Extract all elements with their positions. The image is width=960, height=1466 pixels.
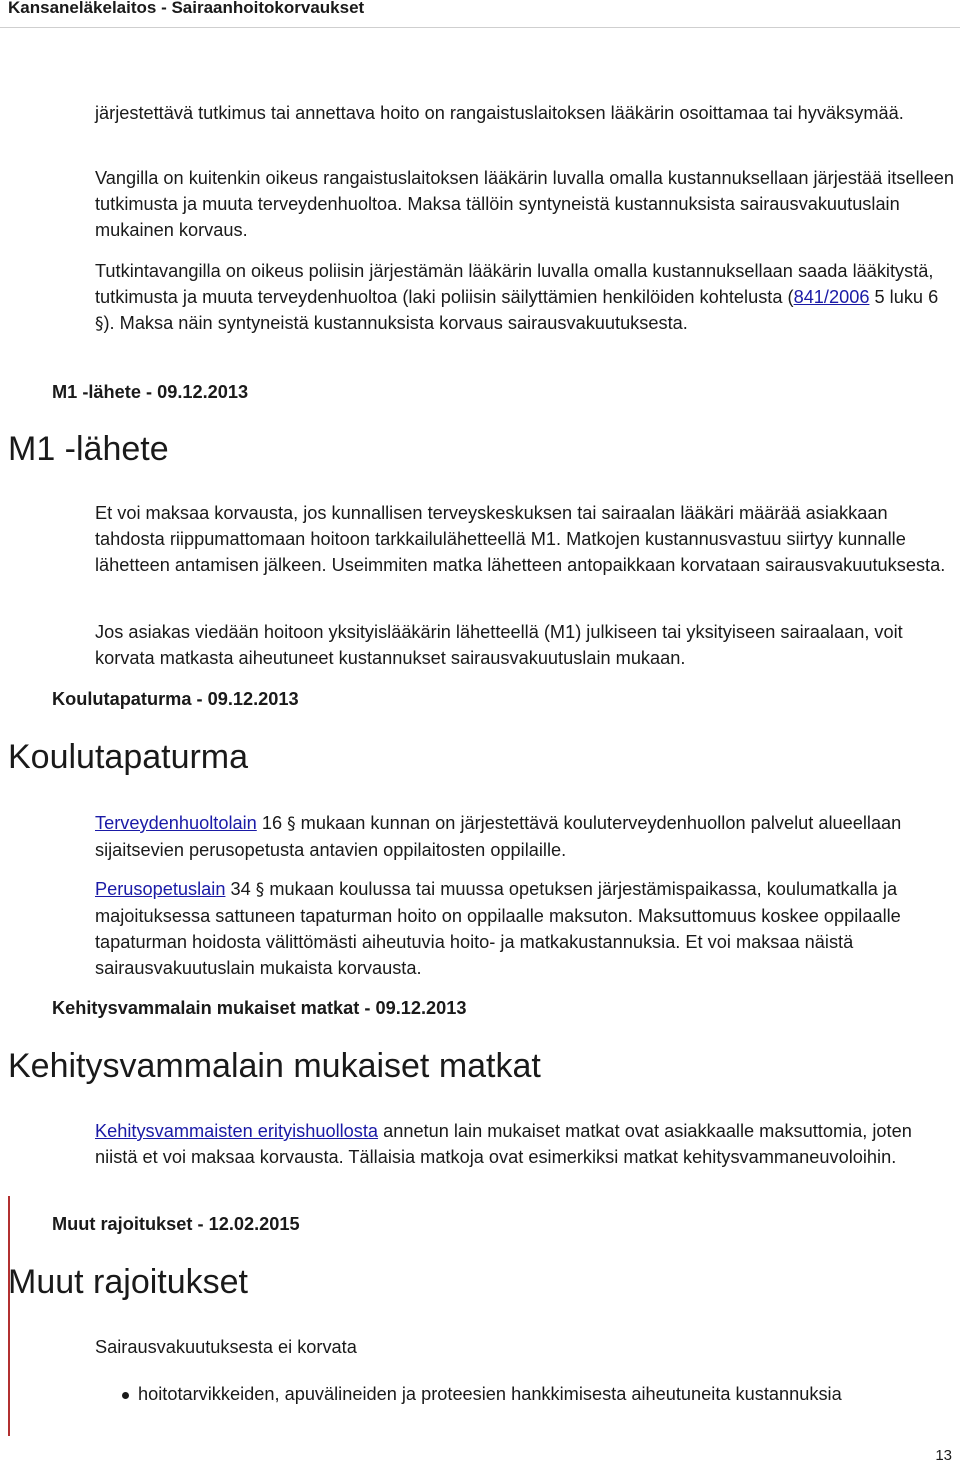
m1-paragraph-1: Et voi maksaa korvausta, jos kunnallisen terveyskeskuksen tai sairaalan lääkäri määrää asiakkaan tahdosta riippumattomaan hoitoon tarkkailulähetteellä M1. Matkojen kustannusvastuu siirtyy kunnalle lähetteen antamisen jälkeen. Useimmiten matka lähetteen antopaikkaan korvataan sairausvakuutuksesta.	[95, 503, 946, 575]
change-marker-bar	[8, 1196, 10, 1436]
intro-p3-text-c: ). Maksa näin syntyneistä kustannuksista korvaus sairausvakuutuksesta.	[103, 313, 688, 333]
m1-heading: M1 -lähete	[8, 430, 169, 468]
intro-paragraph-2: Vangilla on kuitenkin oikeus rangaistuslaitoksen lääkärin luvalla omalla kustannuksellaan järjestää itselleen tutkimusta ja muuta terveydenhuoltoa. Maksa tällöin syntyneistä kustannuksista sairausvakuutuslain mukainen korvaus.	[95, 168, 955, 240]
page-header-title: Kansaneläkelaitos - Sairaanhoitokorvaukset	[8, 0, 365, 17]
koulutapaturma-p2-text-b: mukaan koulussa tai muussa opetuksen järjestämispaikassa, koulumatkalla ja majoituksessa sattuneen tapaturman hoito on oppilaalle maksuton. Maksuttomuus koskee oppilaalle tapaturman hoidosta välittömästi aiheutuvia hoito- ja matkakustannuksia. Et voi maksaa näistä sairausvakuutuslain mukaista korvausta.	[95, 879, 901, 978]
section-sign-icon: §	[287, 814, 296, 834]
muut-paragraph-1: Sairausvakuutuksesta ei korvata	[95, 1337, 357, 1357]
koulutapaturma-p2-text-a: 34	[225, 879, 256, 899]
section-sign-icon: §	[255, 880, 265, 900]
page-number: 13	[935, 1447, 952, 1464]
perusopetuslaki-link[interactable]: Perusopetuslain	[95, 879, 226, 899]
koulutapaturma-meta-line: Koulutapaturma - 09.12.2013	[52, 689, 299, 709]
intro-paragraph-1: järjestettävä tutkimus tai annettava hoito on rangaistuslaitoksen lääkärin osoittamaa tai hyväksymää.	[95, 103, 904, 123]
m1-meta-line: M1 -lähete - 09.12.2013	[52, 382, 249, 402]
list-item: hoitotarvikkeiden, apuvälineiden ja proteesien hankkimisesta aiheutuneita kustannuksia	[138, 1384, 842, 1404]
kehitysvammalain-p1-text: annetun lain mukaiset matkat ovat asiakkaalle maksuttomia, joten niistä et voi maksaa korvausta. Tällaisia matkoja ovat esimerkiksi matkat kehitysvammaneuvoloihin.	[95, 1121, 912, 1167]
intro-p3-text-b: 5 luku 6	[869, 287, 939, 307]
kehitysvammaisten-erityishuolto-link[interactable]: Kehitysvammaisten erityishuollosta	[95, 1121, 379, 1141]
muut-heading: Muut rajoitukset	[8, 1263, 248, 1301]
kehitysvammalain-paragraph-1	[95, 1118, 955, 1170]
list-bullet-icon	[122, 1392, 129, 1399]
koulutapaturma-heading: Koulutapaturma	[8, 738, 249, 776]
koulutapaturma-p1-text-a: 16	[256, 813, 288, 833]
terveydenhuoltolaki-link[interactable]: Terveydenhuoltolain	[95, 813, 257, 833]
law-link-841-2006[interactable]: 841/2006	[793, 287, 870, 307]
koulutapaturma-paragraph-2	[95, 876, 955, 981]
koulutapaturma-paragraph-1	[95, 810, 955, 863]
header-divider	[0, 27, 960, 28]
intro-paragraph-3	[95, 258, 955, 337]
muut-meta-line: Muut rajoitukset - 12.02.2015	[52, 1214, 300, 1234]
koulutapaturma-p1-text-b: mukaan kunnan on järjestettävä kouluterveydenhuollon palvelut alueellaan sijaitsevien perusopetusta antavien oppilaitosten oppilaille.	[95, 813, 902, 860]
kehitysvammalain-meta-line: Kehitysvammalain mukaiset matkat - 09.12.2013	[52, 998, 467, 1018]
intro-p3-text-a: Tutkintavangilla on oikeus poliisin järjestämän lääkärin luvalla omalla kustannuksellaan saada lääkitystä, tutkimusta ja muuta terveydenhuoltoa (laki poliisin säilyttämien henkilöiden kohtelusta (	[95, 261, 934, 307]
kehitysvammalain-heading: Kehitysvammalain mukaiset matkat	[8, 1047, 541, 1085]
section-sign-icon: §	[95, 314, 104, 334]
m1-paragraph-2: Jos asiakas viedään hoitoon yksityislääkärin lähetteellä (M1) julkiseen tai yksityiseen sairaalaan, voit korvata matkasta aiheutuneet kustannukset sairausvakuutuslain mukaan.	[95, 622, 903, 668]
